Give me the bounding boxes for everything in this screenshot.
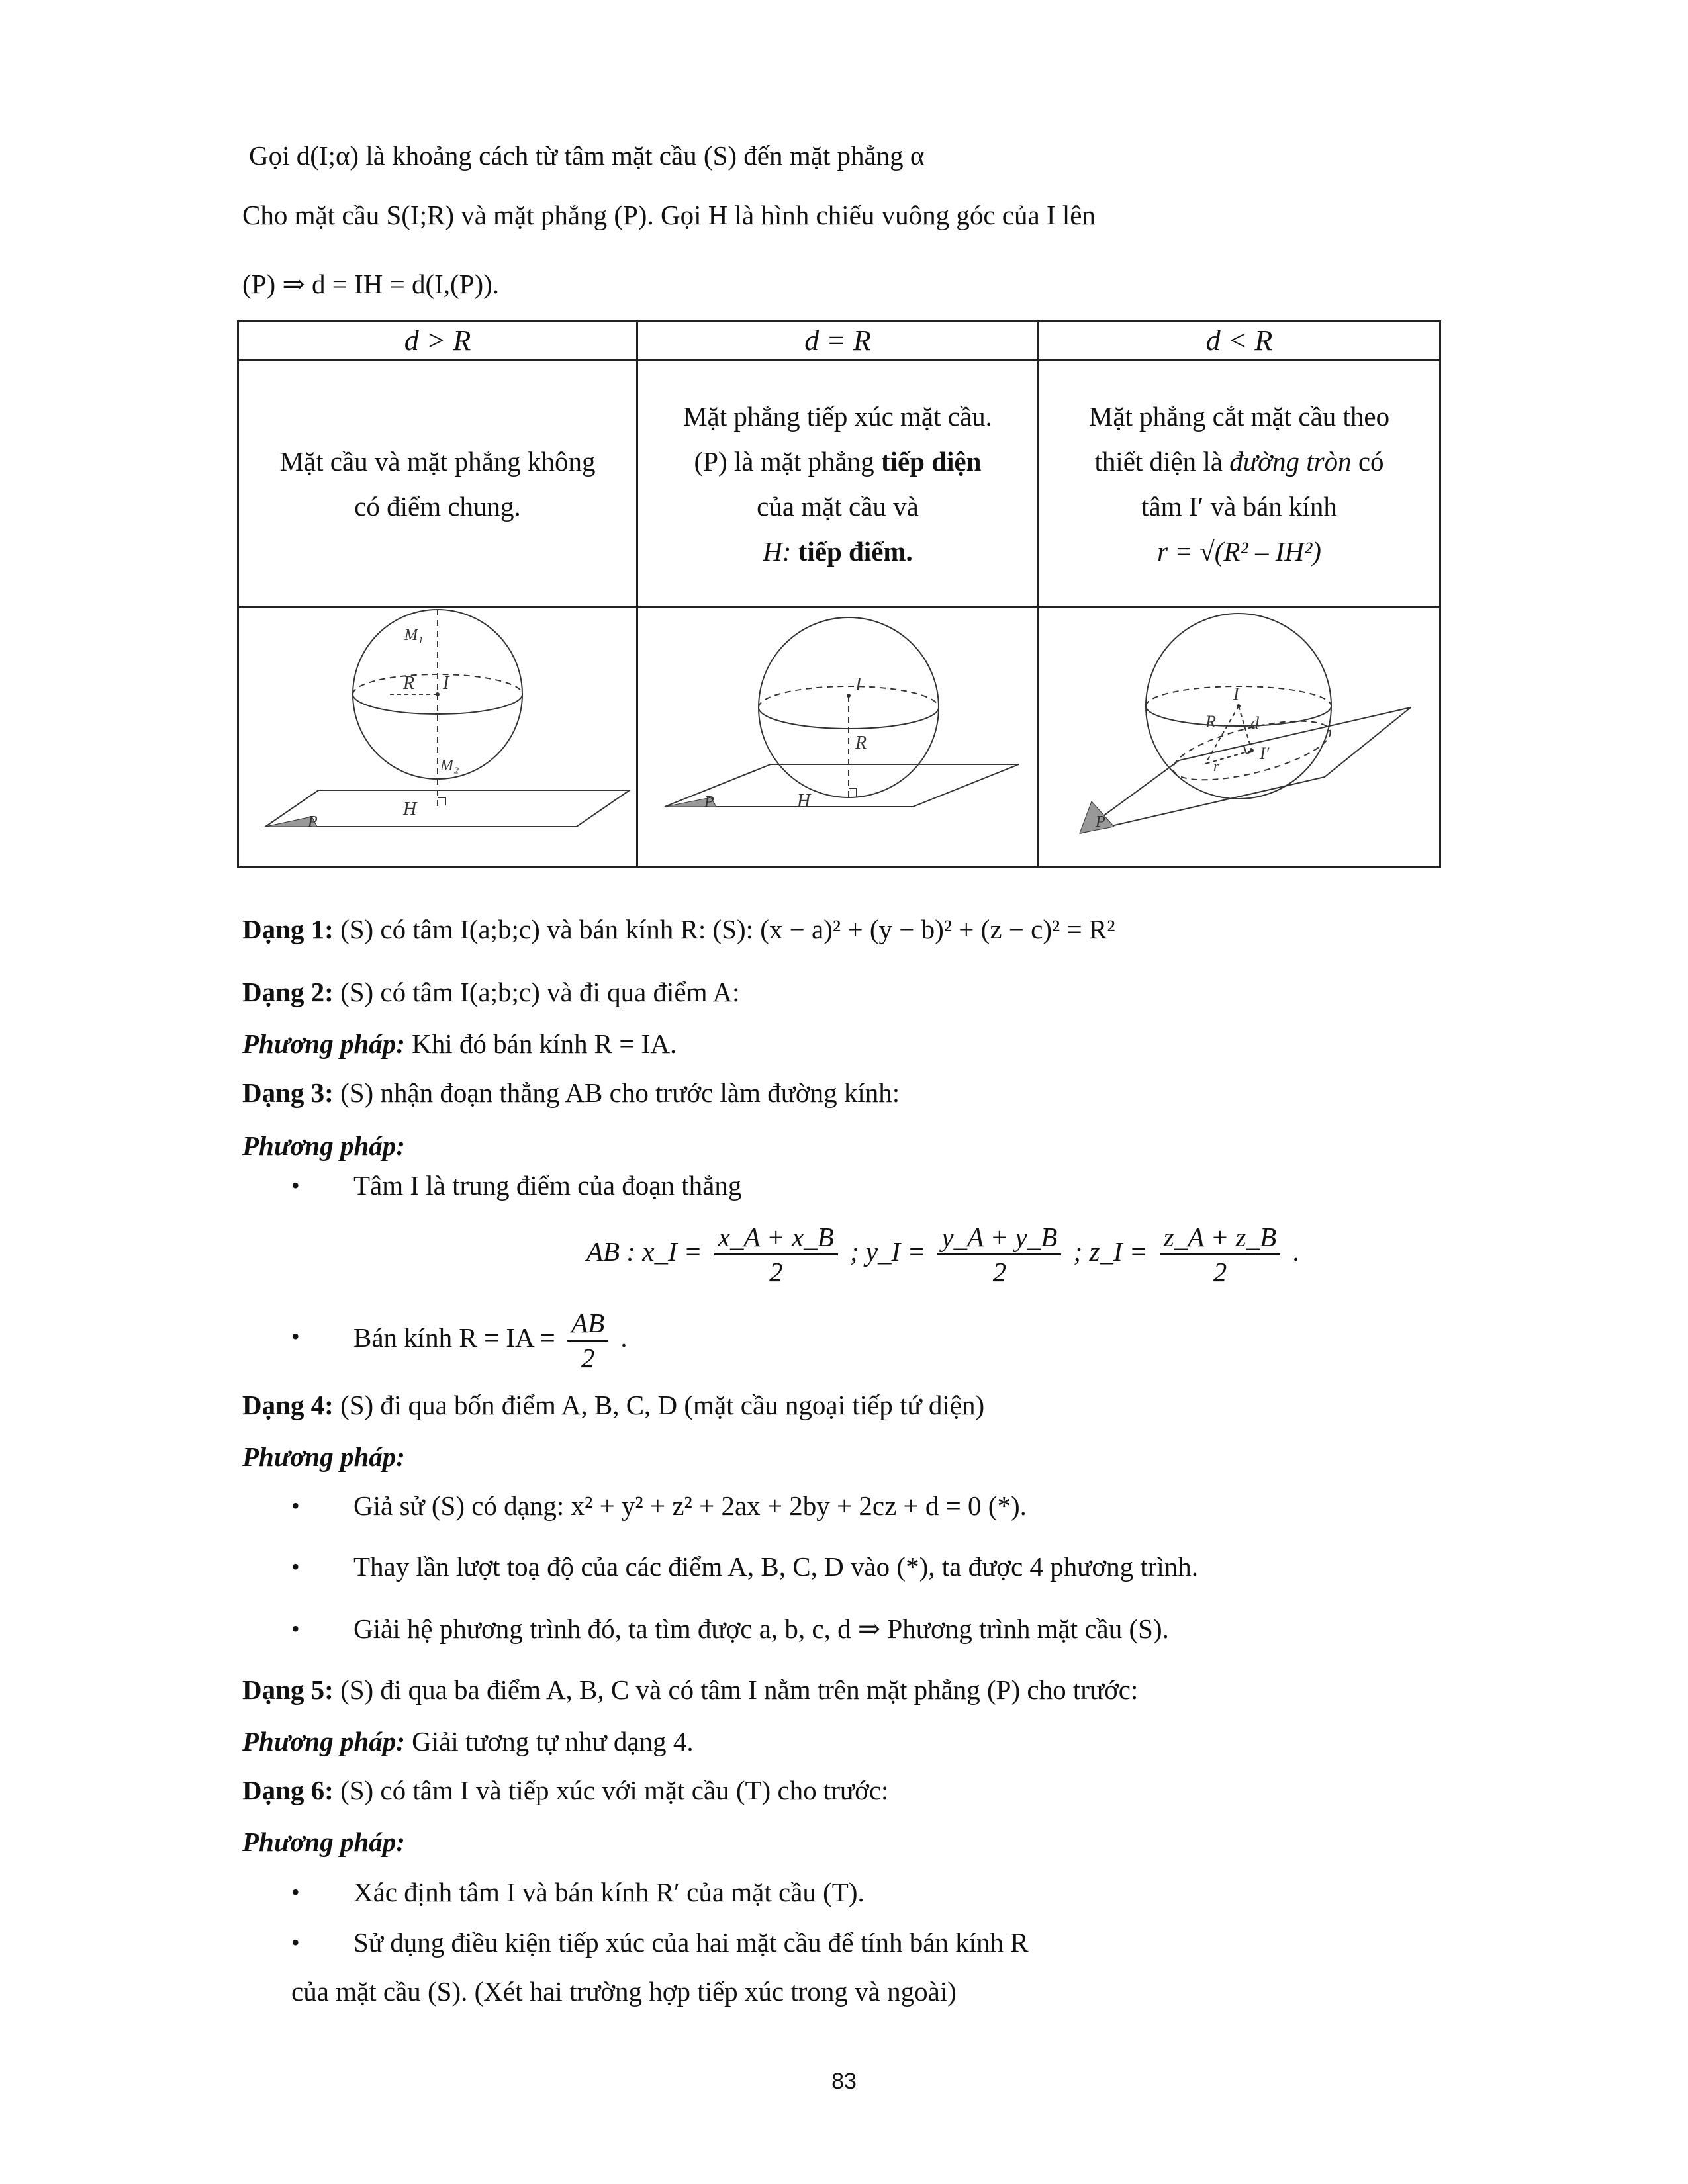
intro-line-1: Gọi d(I;α) là khoảng cách từ tâm mặt cầu (S) đến mặt phẳng α xyxy=(249,140,925,171)
form-4-bullet-1: Giả sử (S) có dạng: x² + y² + z² + 2ax + 2by + 2cz + d = 0 (*). xyxy=(353,1490,1027,1521)
midpoint-formula: AB : x_I = $\frac{x\_A + x\_B}{2}$ ; y_I = $\frac{y\_A + y\_B}{2}$ ; z_I = $\frac{z\_A + z\_B}{2}$ . xyxy=(586,1222,1299,1288)
label-r-small: r xyxy=(1213,758,1219,774)
form-4-bullet-3: Giải hệ phương trình đó, ta tìm được a, b, c, d ⇒ Phương trình mặt cầu (S). xyxy=(353,1614,1169,1644)
intro-line-2: Cho mặt cầu S(I;R) và mặt phẳng (P). Gọi H là hình chiếu vuông góc của I lên xyxy=(242,200,1096,230)
figure-tangent xyxy=(637,608,1039,868)
table-figure-row xyxy=(238,608,1440,868)
form-3-method-label: Phương pháp: xyxy=(242,1130,405,1161)
cell-tangent: Mặt phẳng tiếp xúc mặt cầu. (P) là mặt phẳng tiếp diện của mặt cầu và H: tiếp điểm. xyxy=(637,361,1039,608)
bullet: • xyxy=(291,1929,300,1956)
header-d-less: d < R xyxy=(1039,322,1440,361)
form-3: Dạng 3: (S) nhận đoạn thẳng AB cho trước làm đường kính: xyxy=(242,1077,900,1108)
form-2-method: Phương pháp: Khi đó bán kính R = IA. xyxy=(242,1028,677,1059)
comparison-table xyxy=(237,320,1441,868)
form-6-bullet-2-cont: của mặt cầu (S). (Xét hai trường hợp tiếp xúc trong và ngoài) xyxy=(291,1976,957,2007)
form-2: Dạng 2: (S) có tâm I(a;b;c) và đi qua điểm A: xyxy=(242,977,740,1007)
label-p: P xyxy=(308,813,318,831)
table-text-row xyxy=(238,361,1440,608)
form-5: Dạng 5: (S) đi qua ba điểm A, B, C và có tâm I nằm trên mặt phẳng (P) cho trước: xyxy=(242,1674,1139,1705)
form-3-bullet-1: Tâm I là trung điểm của đoạn thẳng xyxy=(353,1170,742,1201)
bullet: • xyxy=(291,1323,300,1349)
sphere-plane-cut-diagram xyxy=(1040,608,1439,853)
form-4-method-label: Phương pháp: xyxy=(242,1441,405,1472)
bullet: • xyxy=(291,1172,300,1199)
cell-no-intersection: Mặt cầu và mặt phẳng không có điểm chung. xyxy=(238,361,637,608)
form-4: Dạng 4: (S) đi qua bốn điểm A, B, C, D (mặt cầu ngoại tiếp tứ diện) xyxy=(242,1390,985,1420)
label-p: P xyxy=(1095,813,1105,831)
label-m2: M₂ xyxy=(440,757,459,774)
label-h: H xyxy=(403,799,417,819)
sphere-plane-tangent-diagram xyxy=(638,608,1037,853)
form-1: Dạng 1: (S) có tâm I(a;b;c) và bán kính R: (S): (x − a)² + (y − b)² + (z − c)² = R² xyxy=(242,914,1115,944)
label-i: I xyxy=(855,674,862,695)
label-i: I xyxy=(1233,684,1239,704)
form-6-method-label: Phương pháp: xyxy=(242,1827,405,1857)
header-d-greater: d > R xyxy=(238,322,637,361)
label-r: R xyxy=(855,733,867,753)
label-m1: M₁ xyxy=(404,627,424,644)
figure-no-intersection xyxy=(238,608,637,868)
bullet: • xyxy=(291,1879,300,1905)
label-h: H xyxy=(797,791,811,811)
form-6-bullet-1: Xác định tâm I và bán kính R′ của mặt cầu (T). xyxy=(353,1877,865,1907)
form-3-bullet-2: Bán kính R = IA = $\frac{AB}{2}$ . xyxy=(353,1308,628,1374)
label-iprime: I′ xyxy=(1259,744,1269,763)
label-r: R xyxy=(403,673,415,694)
intro-line-3: (P) ⇒ d = IH = d(I,(P)). xyxy=(242,269,500,299)
form-6-bullet-2: Sử dụng điều kiện tiếp xúc của hai mặt cầu để tính bán kính R xyxy=(353,1927,1029,1958)
form-4-bullet-2: Thay lần lượt toạ độ của các điểm A, B, C, D vào (*), ta được 4 phương trình. xyxy=(353,1551,1199,1582)
figure-intersecting xyxy=(1039,608,1440,868)
bullet: • xyxy=(291,1553,300,1580)
form-6: Dạng 6: (S) có tâm I và tiếp xúc với mặt cầu (T) cho trước: xyxy=(242,1775,889,1805)
label-i: I xyxy=(443,673,449,694)
label-d: d xyxy=(1250,713,1259,733)
page-number: 83 xyxy=(831,2069,857,2094)
bullet: • xyxy=(291,1615,300,1642)
label-p: P xyxy=(704,794,714,811)
bullet: • xyxy=(291,1492,300,1519)
header-d-equal: d = R xyxy=(637,322,1039,361)
form-5-method: Phương pháp: Giải tương tự như dạng 4. xyxy=(242,1726,694,1756)
table-header-row xyxy=(238,322,1440,361)
sphere-plane-apart-diagram xyxy=(239,608,636,853)
cell-intersecting: Mặt phẳng cắt mặt cầu theo thiết diện là đường tròn có tâm I′ và bán kính r = √(R² – IH²) xyxy=(1039,361,1440,608)
label-r: R xyxy=(1205,712,1216,731)
